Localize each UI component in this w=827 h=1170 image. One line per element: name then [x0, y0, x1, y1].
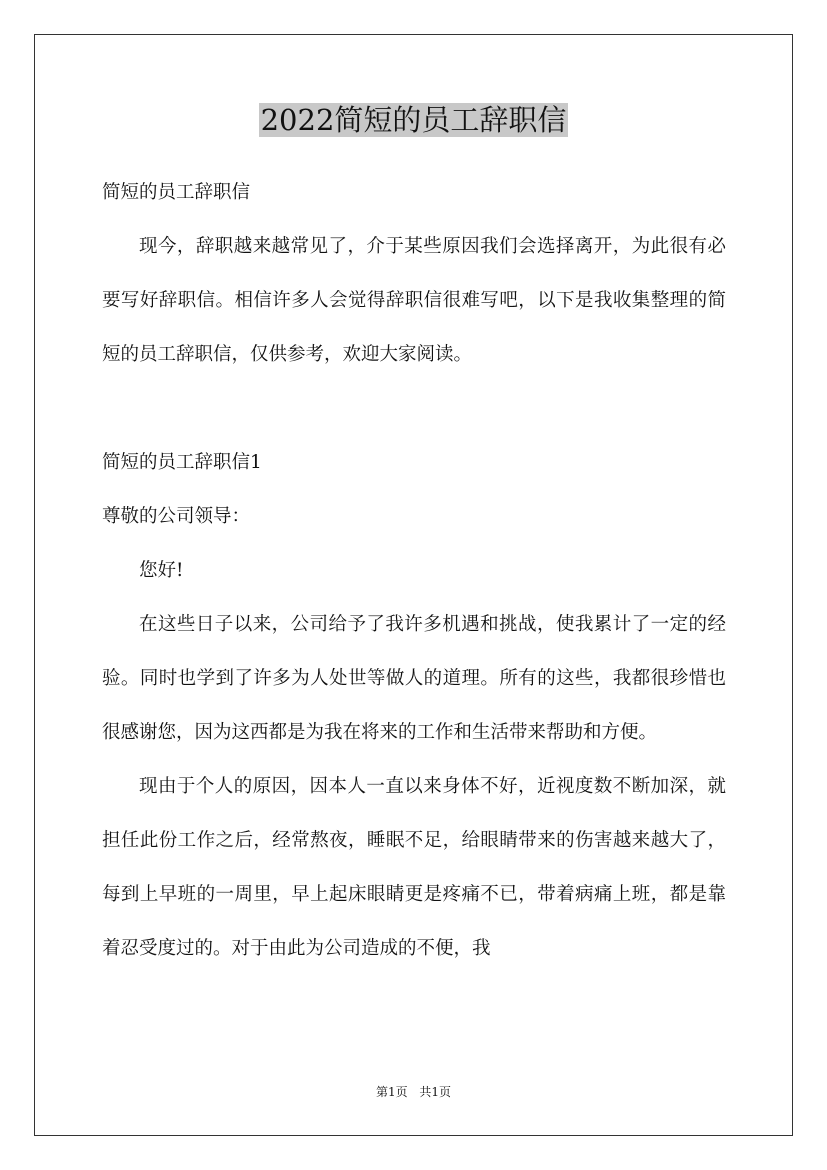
letter-heading: 简短的员工辞职信1: [102, 452, 262, 473]
page-number-total: 共1页: [419, 1085, 452, 1099]
intro-paragraph: 现今，辞职越来越常见了，介于某些原因我们会选择离开，为此很有必要写好辞职信。相信许多人会觉得辞职信很难写吧，以下是我收集整理的简短的员工辞职信，仅供参考，欢迎大家阅读。: [102, 236, 726, 365]
letter-salutation: 尊敬的公司领导：: [102, 506, 251, 527]
letter-greeting: 您好!: [139, 560, 184, 581]
letter-body-paragraph-2: 现由于个人的原因，因本人一直以来身体不好，近视度数不断加深，就担任此份工作之后，经常熬夜，睡眠不足，给眼睛带来的伤害越来越大了，每到上早班的一周里，早上起床眼睛更是疼痛不已，带着病痛上班，都是靠着忍受度过的。对于由此为公司造成的不便，我: [102, 776, 726, 959]
letter-body-paragraph-1: 在这些日子以来，公司给予了我许多机遇和挑战，使我累计了一定的经验。同时也学到了许多为人处世等做人的道理。所有的这些，我都很珍惜也很感谢您，因为这西都是为我在将来的工作和生活带来帮助和方便。: [102, 614, 726, 743]
page-footer: [0, 1082, 827, 1102]
subtitle-paragraph: 简短的员工辞职信: [102, 182, 251, 203]
paragraph-gap: [102, 382, 726, 436]
document-body: [102, 166, 726, 976]
page-number-current: 第1页: [375, 1085, 408, 1099]
document-title: [0, 100, 827, 140]
document-title-text: 2022简短的员工辞职信: [260, 103, 567, 137]
